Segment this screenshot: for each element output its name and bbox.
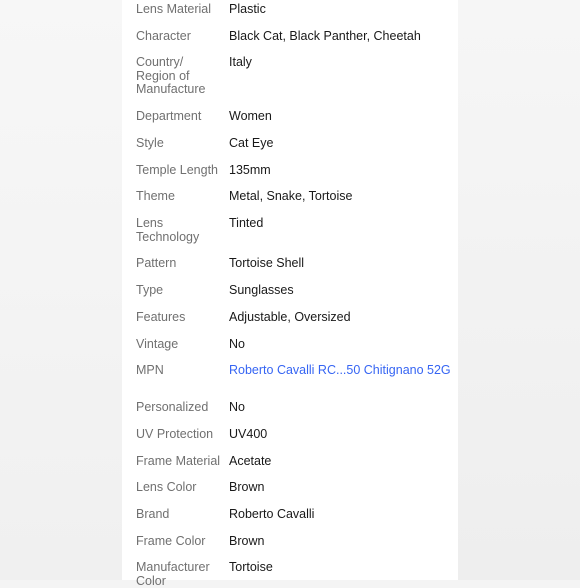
spec-label: Features	[136, 310, 186, 324]
spec-label: Type	[136, 283, 164, 297]
spec-label: UV Protection	[136, 427, 214, 441]
spec-label: Frame Color	[136, 534, 206, 548]
spec-label: Country/ Region of Manufacture	[136, 55, 206, 96]
spec-label: Personalized	[136, 400, 209, 414]
spec-value: Cat Eye	[229, 136, 274, 150]
spec-value: Brown	[229, 480, 265, 494]
spec-label: Style	[136, 136, 164, 150]
spec-label: Frame Material	[136, 454, 221, 468]
spec-value: Sunglasses	[229, 283, 294, 297]
spec-value: No	[229, 400, 245, 414]
spec-label: Manufacturer Color	[136, 560, 210, 588]
spec-label: Department	[136, 109, 202, 123]
spec-value: UV400	[229, 427, 268, 441]
spec-label: Brand	[136, 507, 170, 521]
spec-value: Women	[229, 109, 272, 123]
spec-value: 135mm	[229, 163, 271, 177]
spec-label: Lens Color	[136, 480, 197, 494]
spec-value: Tortoise Shell	[229, 256, 305, 270]
spec-label: Lens Technology	[136, 216, 200, 244]
spec-label: MPN	[136, 363, 164, 377]
item-specifics-panel	[122, 0, 458, 588]
spec-label: Pattern	[136, 256, 177, 270]
spec-value: Black Cat, Black Panther, Cheetah	[229, 29, 421, 43]
spec-value: No	[229, 337, 245, 351]
spec-value: Tortoise	[229, 560, 273, 574]
spec-value: Brown	[229, 534, 265, 548]
mpn-link[interactable]: Roberto Cavalli RC...50 Chitignano 52G	[229, 363, 451, 377]
spec-value: Tinted	[229, 216, 264, 230]
spec-value: Plastic	[229, 2, 266, 16]
spec-label: Temple Length	[136, 163, 219, 177]
spec-label: Vintage	[136, 337, 179, 351]
spec-value: Acetate	[229, 454, 272, 468]
spec-label: Theme	[136, 189, 175, 203]
spec-value: Adjustable, Oversized	[229, 310, 351, 324]
backdrop-left	[0, 0, 122, 580]
spec-label: Lens Material	[136, 2, 212, 16]
spec-value: Italy	[229, 55, 252, 69]
spec-label: Character	[136, 29, 191, 43]
backdrop-right	[458, 0, 580, 580]
spec-value: Roberto Cavalli	[229, 507, 315, 521]
spec-value: Metal, Snake, Tortoise	[229, 189, 353, 203]
